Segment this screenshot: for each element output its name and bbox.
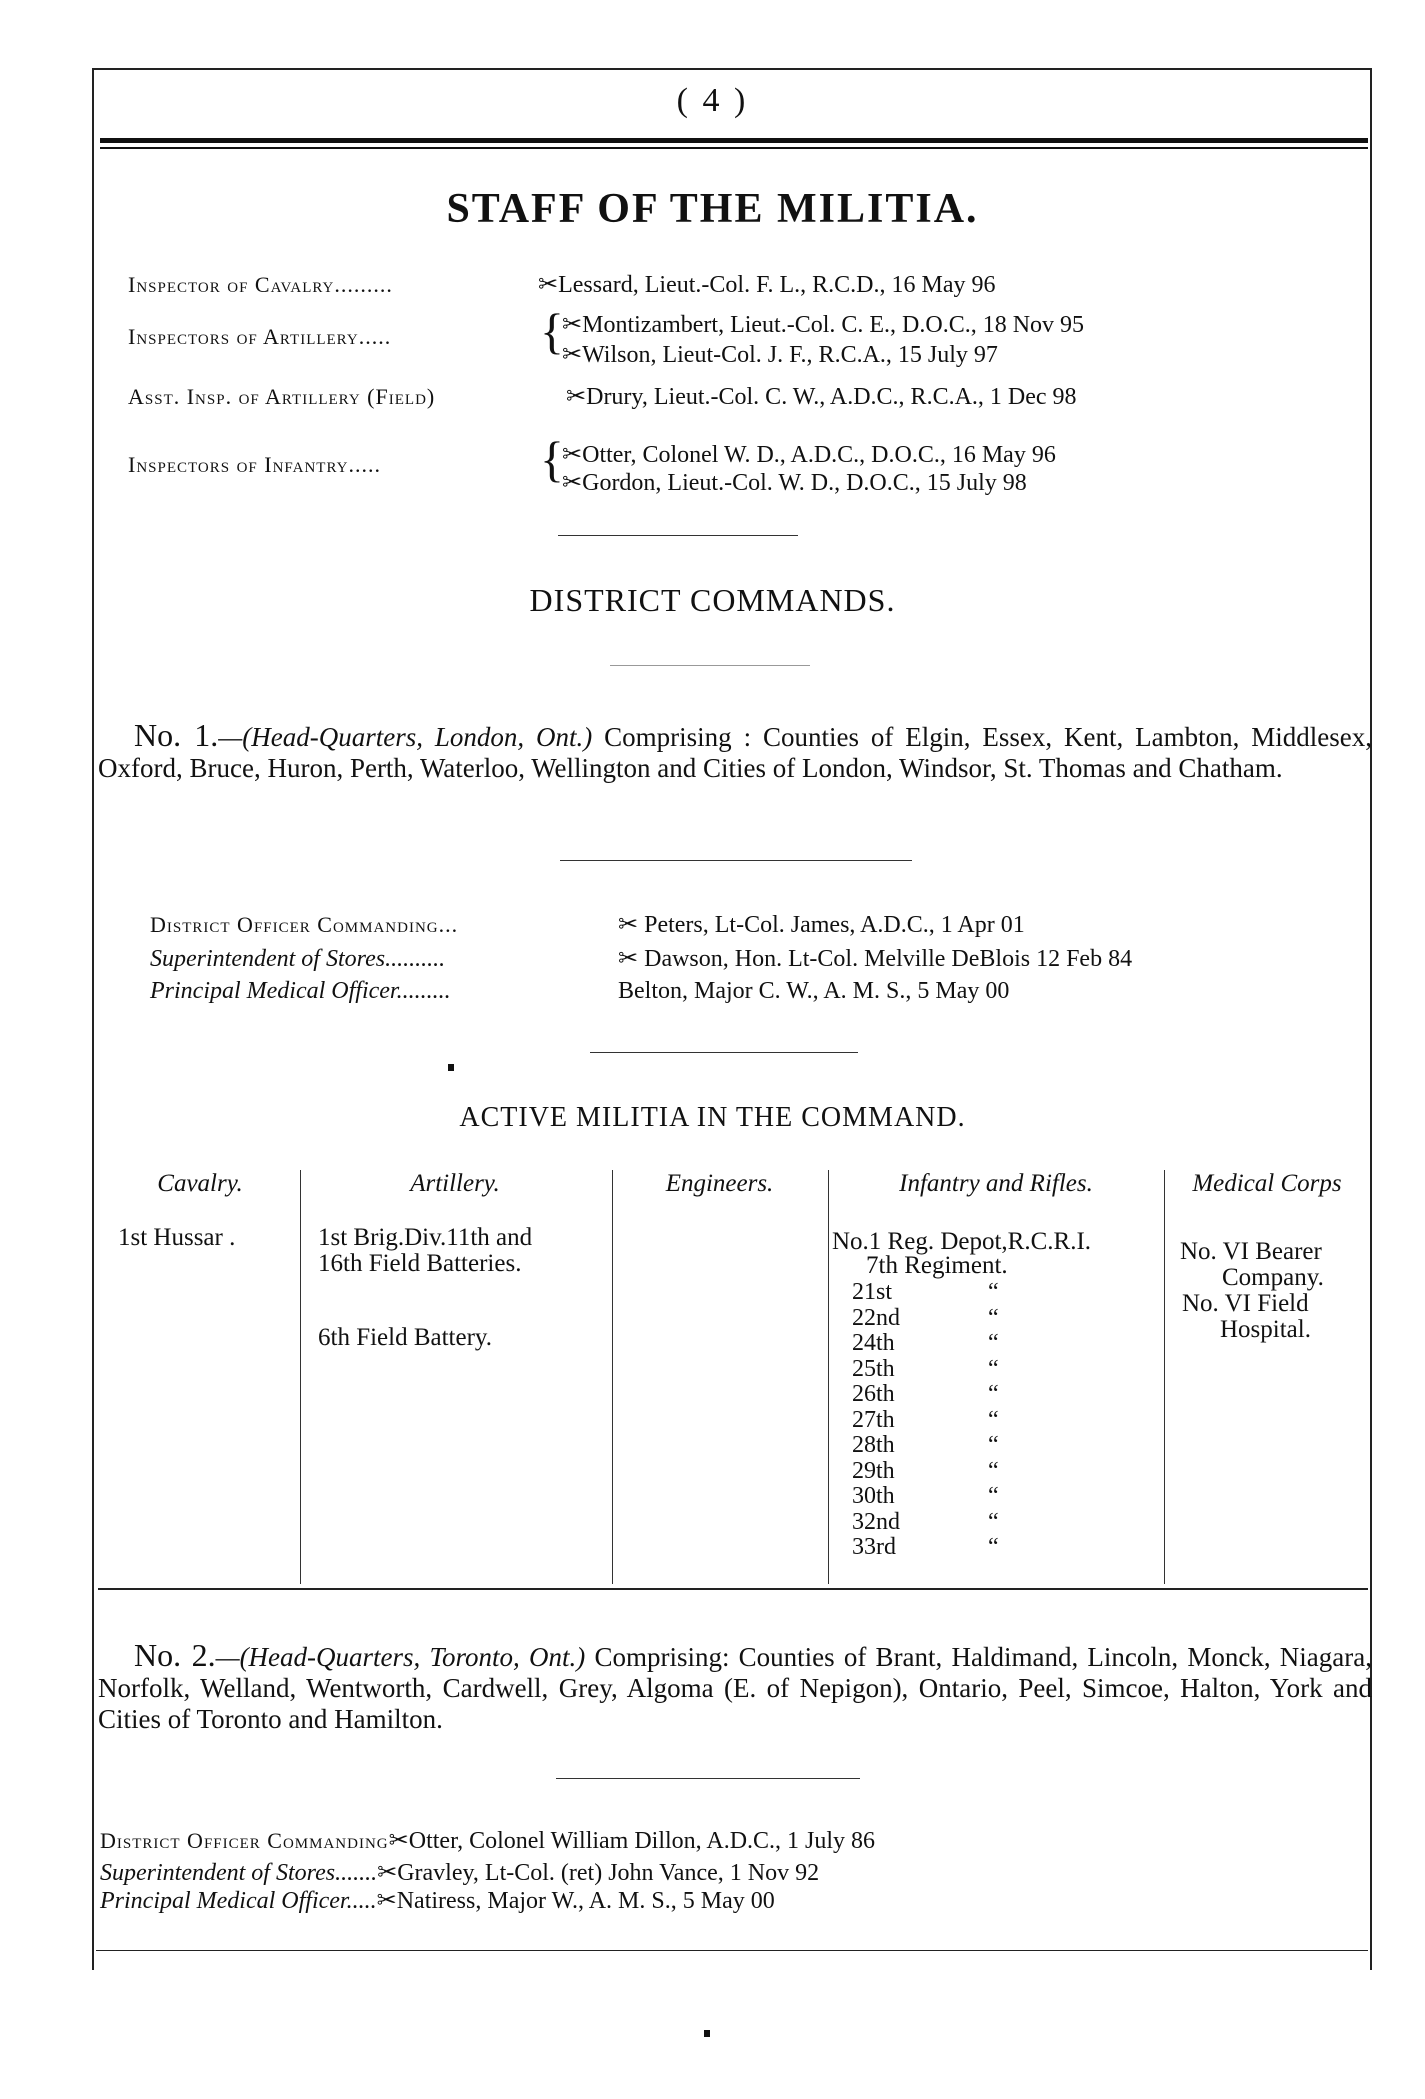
page-bottom-rule — [96, 1950, 1368, 1951]
page-number: ( 4 ) — [676, 82, 749, 119]
ditto-mark: “ — [988, 1457, 999, 1484]
page-title: STAFF OF THE MILITIA. — [446, 186, 979, 232]
column-header-artillery: Artillery. — [410, 1170, 500, 1197]
officer-label: Superintendent of Stores....... — [100, 1860, 378, 1886]
staff-row-cavalry — [128, 270, 996, 299]
staff-entry: ✂Lessard, Lieut.-Col. F. L., R.C.D., 16 May 96 — [538, 272, 996, 298]
district-counties: Comprising : Counties of Elgin, Essex, Kent, Lambton, Middlesex, Oxford, Bruce, Huron, Perth, Waterloo, Wellington and Cities of London, Windsor, St. Thomas and Chatham. — [98, 722, 1372, 783]
divider — [590, 1052, 858, 1053]
officer-row — [100, 1858, 819, 1887]
staff-label: Asst. Insp. of Artillery (Field) — [128, 384, 436, 409]
column-header-medical: Medical Corps — [1192, 1170, 1342, 1197]
artillery-cell: 1st Brig.Div.11th and — [318, 1224, 533, 1251]
officer-row — [150, 910, 1025, 939]
column-divider — [612, 1170, 613, 1584]
officer-entry: ✂ Peters, Lt-Col. James, A.D.C., 1 Apr 01 — [618, 912, 1025, 938]
officer-label: Principal Medical Officer..... — [100, 1888, 377, 1914]
district-headquarters: —(Head-Quarters, London, Ont.) — [218, 722, 593, 752]
column-divider — [300, 1170, 301, 1584]
district-counties: Comprising: Counties of Brant, Haldimand, Lincoln, Monck, Niagara, Norfolk, Welland, Wentworth, Cardwell, Grey, Algoma (E. of Nepigon), Ontario, Peel, Simcoe, Halton, York and Cities of Toronto and Hamilton. — [98, 1642, 1372, 1734]
officer-label: District Officer Commanding — [100, 1828, 389, 1853]
staff-row-infantry-label — [128, 452, 381, 479]
officer-entry: ✂Otter, Colonel William Dillon, A.D.C., 1 July 86 — [388, 1828, 876, 1854]
officer-row — [100, 1826, 875, 1855]
infantry-regiment: 25th — [852, 1355, 895, 1382]
infantry-regiment: 26th — [852, 1381, 895, 1407]
ditto-mark: “ — [988, 1508, 999, 1535]
artillery-cell: 6th Field Battery. — [318, 1324, 493, 1351]
medical-cell: Company. — [1222, 1264, 1324, 1291]
ditto-mark: “ — [988, 1304, 999, 1331]
officer-label: Superintendent of Stores.......... — [150, 946, 446, 972]
staff-label: Inspectors of Infantry..... — [128, 452, 381, 477]
column-divider — [1164, 1170, 1165, 1584]
column-header-infantry: Infantry and Rifles. — [899, 1170, 1093, 1197]
infantry-regiment: 32nd — [852, 1508, 900, 1535]
officer-label: District Officer Commanding... — [150, 912, 459, 937]
divider — [610, 665, 810, 666]
column-header-engineers: Engineers. — [665, 1170, 774, 1197]
district-headquarters: —(Head-Quarters, Toronto, Ont.) — [215, 1642, 586, 1672]
staff-entry: ✂Drury, Lieut.-Col. C. W., A.D.C., R.C.A., 1 Dec 98 — [566, 384, 1077, 410]
officer-entry: ✂ Dawson, Hon. Lt-Col. Melville DeBlois 12 Feb 84 — [618, 946, 1133, 972]
divider — [560, 860, 912, 861]
ditto-mark: “ — [988, 1279, 999, 1305]
medical-cell: Hospital. — [1220, 1316, 1311, 1343]
cavalry-cell: 1st Hussar . — [118, 1224, 236, 1251]
officer-row — [150, 978, 1009, 1005]
table-bottom-rule — [98, 1588, 1368, 1590]
officer-entry: ✂Natiress, Major W., A. M. S., 5 May 00 — [376, 1888, 775, 1914]
officer-entry: ✂Gravley, Lt-Col. (ret) John Vance, 1 Nov 92 — [377, 1860, 820, 1886]
column-divider — [828, 1170, 829, 1584]
staff-label: Inspectors of Artillery..... — [128, 324, 392, 349]
infantry-regiment: 21st — [852, 1279, 893, 1305]
staff-row-field-artillery — [128, 382, 1077, 411]
ditto-mark: “ — [988, 1406, 999, 1433]
ink-dot — [704, 2030, 710, 2037]
infantry-regiment: 30th — [852, 1483, 895, 1509]
officer-row — [150, 944, 1132, 973]
infantry-regiment: 28th — [852, 1432, 895, 1458]
infantry-regiment: 29th — [852, 1457, 895, 1484]
district-1-description — [98, 717, 1372, 784]
officer-label: Principal Medical Officer......... — [150, 978, 451, 1004]
divider — [556, 1778, 860, 1779]
staff-entry: ✂Gordon, Lieut.-Col. W. D., D.O.C., 15 July 98 — [562, 470, 1027, 496]
officer-entry: Belton, Major C. W., A. M. S., 5 May 00 — [618, 978, 1010, 1004]
staff-row-artillery-label — [128, 324, 391, 351]
medical-cell: No. VI Bearer — [1180, 1238, 1322, 1265]
infantry-regiment: 24th — [852, 1330, 895, 1356]
ditto-mark: “ — [988, 1381, 999, 1407]
staff-entry: ✂Otter, Colonel W. D., A.D.C., D.O.C., 16 May 96 — [562, 442, 1056, 468]
officer-row — [100, 1886, 775, 1915]
infantry-regiment: 22nd — [852, 1304, 900, 1331]
ink-dot — [448, 1064, 454, 1071]
section-heading: DISTRICT COMMANDS. — [529, 582, 896, 618]
medical-cell: No. VI Field — [1182, 1290, 1309, 1317]
infantry-cell: 7th Regiment. — [866, 1252, 1008, 1279]
ditto-mark: “ — [988, 1483, 999, 1509]
district-number: No. 1. — [134, 717, 219, 753]
district-number: No. 2. — [134, 1637, 216, 1673]
ditto-mark: “ — [988, 1355, 999, 1382]
staff-entry: ✂Wilson, Lieut-Col. J. F., R.C.A., 15 July 97 — [562, 342, 998, 368]
infantry-cell: No.1 Reg. Depot,R.C.R.I. — [832, 1228, 1092, 1255]
ditto-mark: “ — [988, 1432, 999, 1458]
infantry-regiment: 33rd — [852, 1534, 896, 1560]
ditto-mark: “ — [988, 1534, 999, 1560]
infantry-regiment: 27th — [852, 1406, 895, 1433]
header-rule — [100, 138, 1368, 143]
ditto-mark: “ — [988, 1330, 999, 1356]
brace-icon: { — [540, 303, 564, 359]
staff-label: Inspector of Cavalry......... — [128, 272, 393, 297]
column-header-cavalry: Cavalry. — [157, 1170, 243, 1197]
header-rule-thin — [100, 147, 1368, 149]
district-2-description — [98, 1637, 1372, 1735]
artillery-cell: 16th Field Batteries. — [318, 1250, 522, 1277]
brace-icon: { — [540, 431, 564, 487]
divider — [558, 535, 798, 536]
staff-entry: ✂Montizambert, Lieut.-Col. C. E., D.O.C., 18 Nov 95 — [562, 312, 1085, 338]
active-militia-heading: ACTIVE MILITIA IN THE COMMAND. — [459, 1102, 966, 1133]
